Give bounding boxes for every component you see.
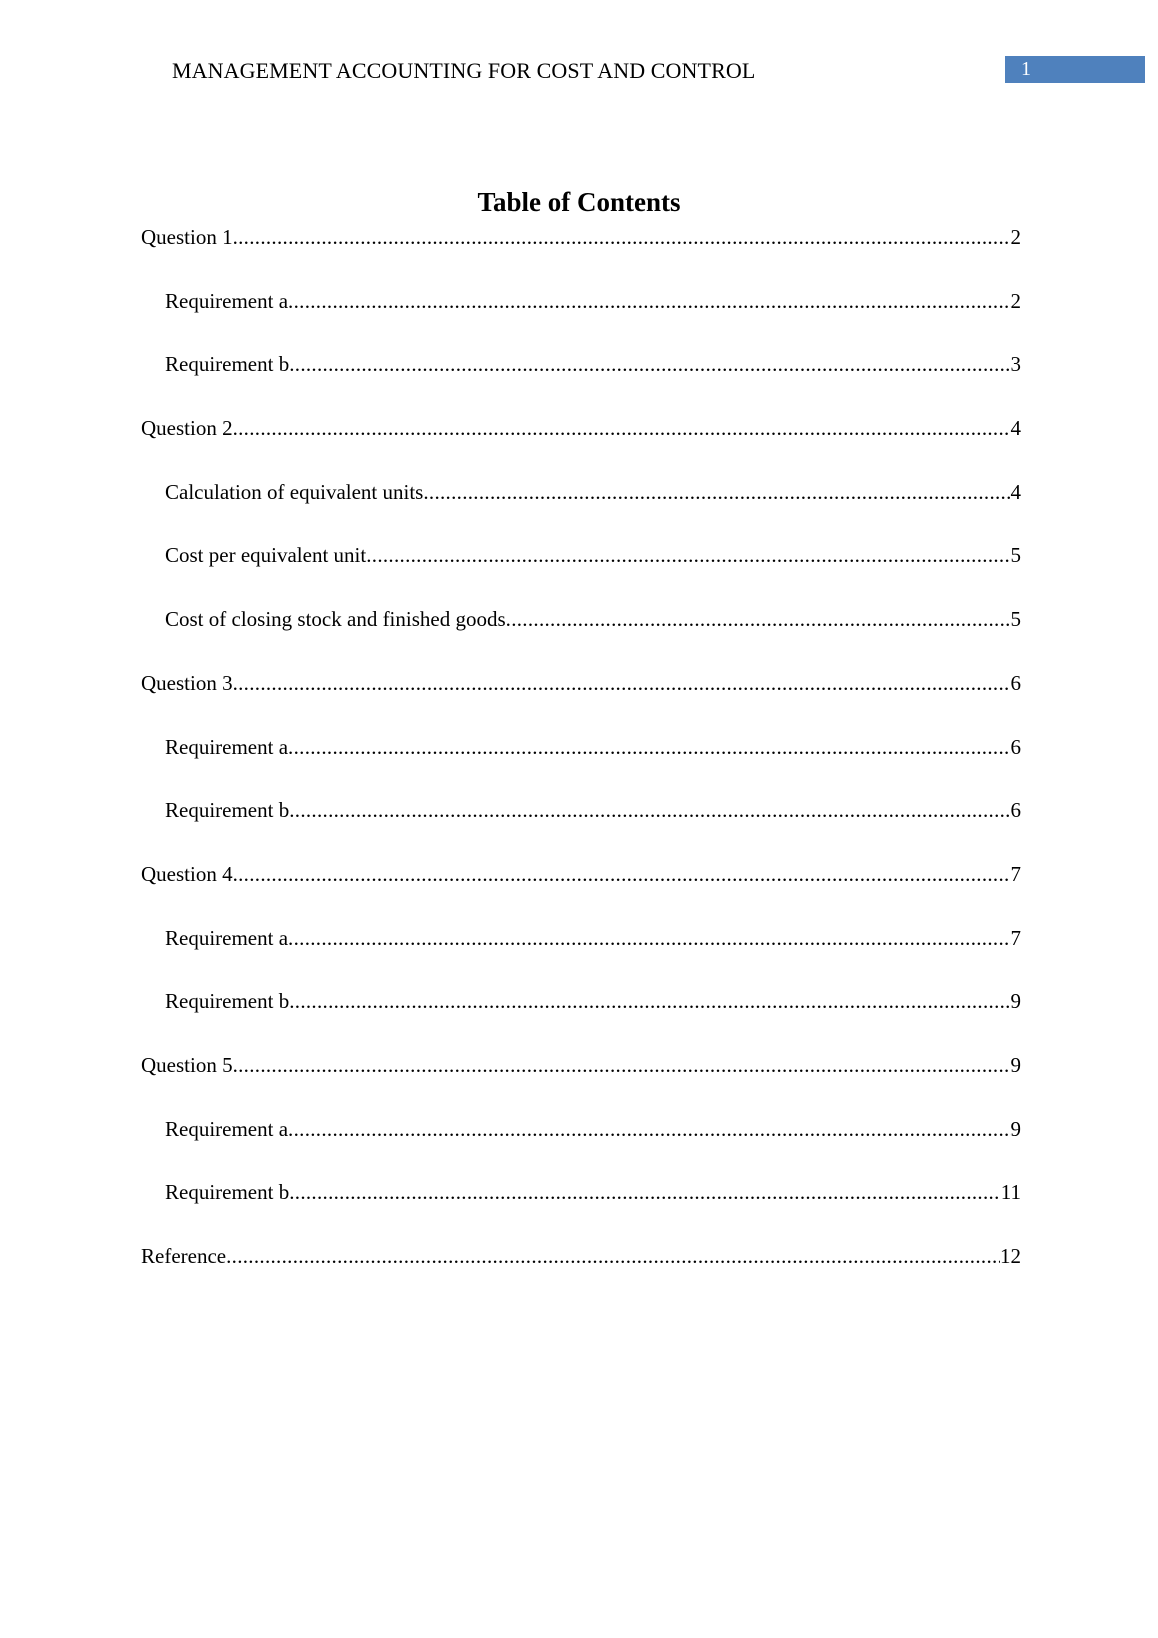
toc-entry-page: 9: [1010, 1116, 1021, 1141]
toc-entry-question-1[interactable]: [141, 222, 1021, 286]
toc-title: Table of Contents: [477, 187, 681, 217]
toc-entry-page: 2: [1010, 288, 1021, 313]
toc-entry-label: Requirement a: [165, 925, 289, 950]
toc-entry-q3-requirement-a[interactable]: [141, 732, 1021, 796]
toc-entry-page: 5: [1010, 543, 1021, 568]
toc-entry-q5-requirement-b[interactable]: [141, 1177, 1021, 1241]
toc-entry-q1-requirement-b[interactable]: [141, 349, 1021, 413]
toc-entry-question-2[interactable]: [141, 413, 1021, 477]
toc-list: [141, 222, 1021, 1305]
toc-entry-question-5[interactable]: [141, 1050, 1021, 1114]
toc-entry-question-4[interactable]: [141, 859, 1021, 923]
toc-entry-cost-per-equivalent-unit[interactable]: [141, 540, 1021, 604]
toc-entry-label: Question 5: [141, 1052, 233, 1077]
toc-entry-page: 9: [1010, 1052, 1021, 1077]
toc-entry-page: 3: [1010, 352, 1021, 377]
toc-dot-leader: [233, 1050, 1011, 1080]
toc-entry-page: 6: [1010, 734, 1021, 759]
toc-dot-leader: [289, 795, 1010, 825]
toc-entry-page: 2: [1010, 225, 1021, 249]
toc-entry-label: Question 3: [141, 670, 233, 695]
page-number: 1: [1021, 58, 1031, 80]
toc-dot-leader: [289, 1177, 1001, 1207]
toc-entry-page: 7: [1010, 925, 1021, 950]
toc-entry-page: 4: [1010, 416, 1021, 441]
toc-entry-label: Requirement a: [165, 734, 289, 759]
toc-entry-q1-requirement-a[interactable]: [141, 286, 1021, 350]
toc-entry-page: 12: [1000, 1244, 1021, 1268]
toc-entry-label: Calculation of equivalent units: [165, 479, 424, 504]
toc-entry-page: 4: [1010, 479, 1021, 504]
toc-entry-page: 9: [1010, 989, 1021, 1014]
toc-entry-cost-of-closing-stock[interactable]: [141, 604, 1021, 668]
toc-entry-label: Cost of closing stock and finished goods: [165, 607, 506, 632]
toc-entry-label: Requirement a: [165, 288, 289, 313]
toc-entry-label: Cost per equivalent unit: [165, 543, 367, 568]
toc-dot-leader: [289, 349, 1010, 379]
toc-dot-leader: [288, 732, 1010, 762]
toc-entry-question-3[interactable]: [141, 668, 1021, 732]
toc-entry-calculation-of-equivalent-units[interactable]: [141, 477, 1021, 541]
toc-entry-page: 7: [1010, 861, 1021, 886]
toc-dot-leader: [233, 413, 1011, 443]
toc-dot-leader: [233, 222, 1011, 252]
toc-entry-label: Requirement b: [165, 989, 290, 1014]
toc-dot-leader: [423, 477, 1010, 507]
toc-dot-leader: [233, 859, 1011, 889]
toc-entry-reference[interactable]: [141, 1241, 1021, 1305]
toc-entry-page: 5: [1010, 607, 1021, 632]
toc-entry-label: Requirement b: [165, 798, 290, 823]
toc-dot-leader: [289, 986, 1010, 1016]
toc-entry-label: Requirement b: [165, 1180, 290, 1205]
page-number-badge: [1005, 56, 1145, 83]
toc-entry-q4-requirement-a[interactable]: [141, 923, 1021, 987]
toc-entry-label: Requirement b: [165, 352, 290, 377]
toc-entry-label: Reference: [141, 1244, 227, 1268]
toc-entry-page: 6: [1010, 670, 1021, 695]
toc-entry-label: Requirement a: [165, 1116, 289, 1141]
toc-entry-q5-requirement-a[interactable]: [141, 1114, 1021, 1178]
toc-entry-page: 6: [1010, 798, 1021, 823]
toc-dot-leader: [288, 923, 1010, 953]
toc-entry-label: Question 2: [141, 416, 233, 441]
toc-dot-leader: [226, 1241, 1000, 1271]
toc-dot-leader: [233, 668, 1011, 698]
toc-dot-leader: [506, 604, 1011, 634]
toc-entry-page: 11: [1000, 1180, 1021, 1205]
toc-dot-leader: [366, 540, 1010, 570]
toc-entry-label: Question 4: [141, 861, 233, 886]
running-header-title: MANAGEMENT ACCOUNTING FOR COST AND CONTROL: [172, 58, 756, 83]
toc-entry-q4-requirement-b[interactable]: [141, 986, 1021, 1050]
toc-dot-leader: [288, 286, 1010, 316]
toc-entry-label: Question 1: [141, 225, 233, 249]
toc-entry-q3-requirement-b[interactable]: [141, 795, 1021, 859]
toc-dot-leader: [288, 1114, 1010, 1144]
